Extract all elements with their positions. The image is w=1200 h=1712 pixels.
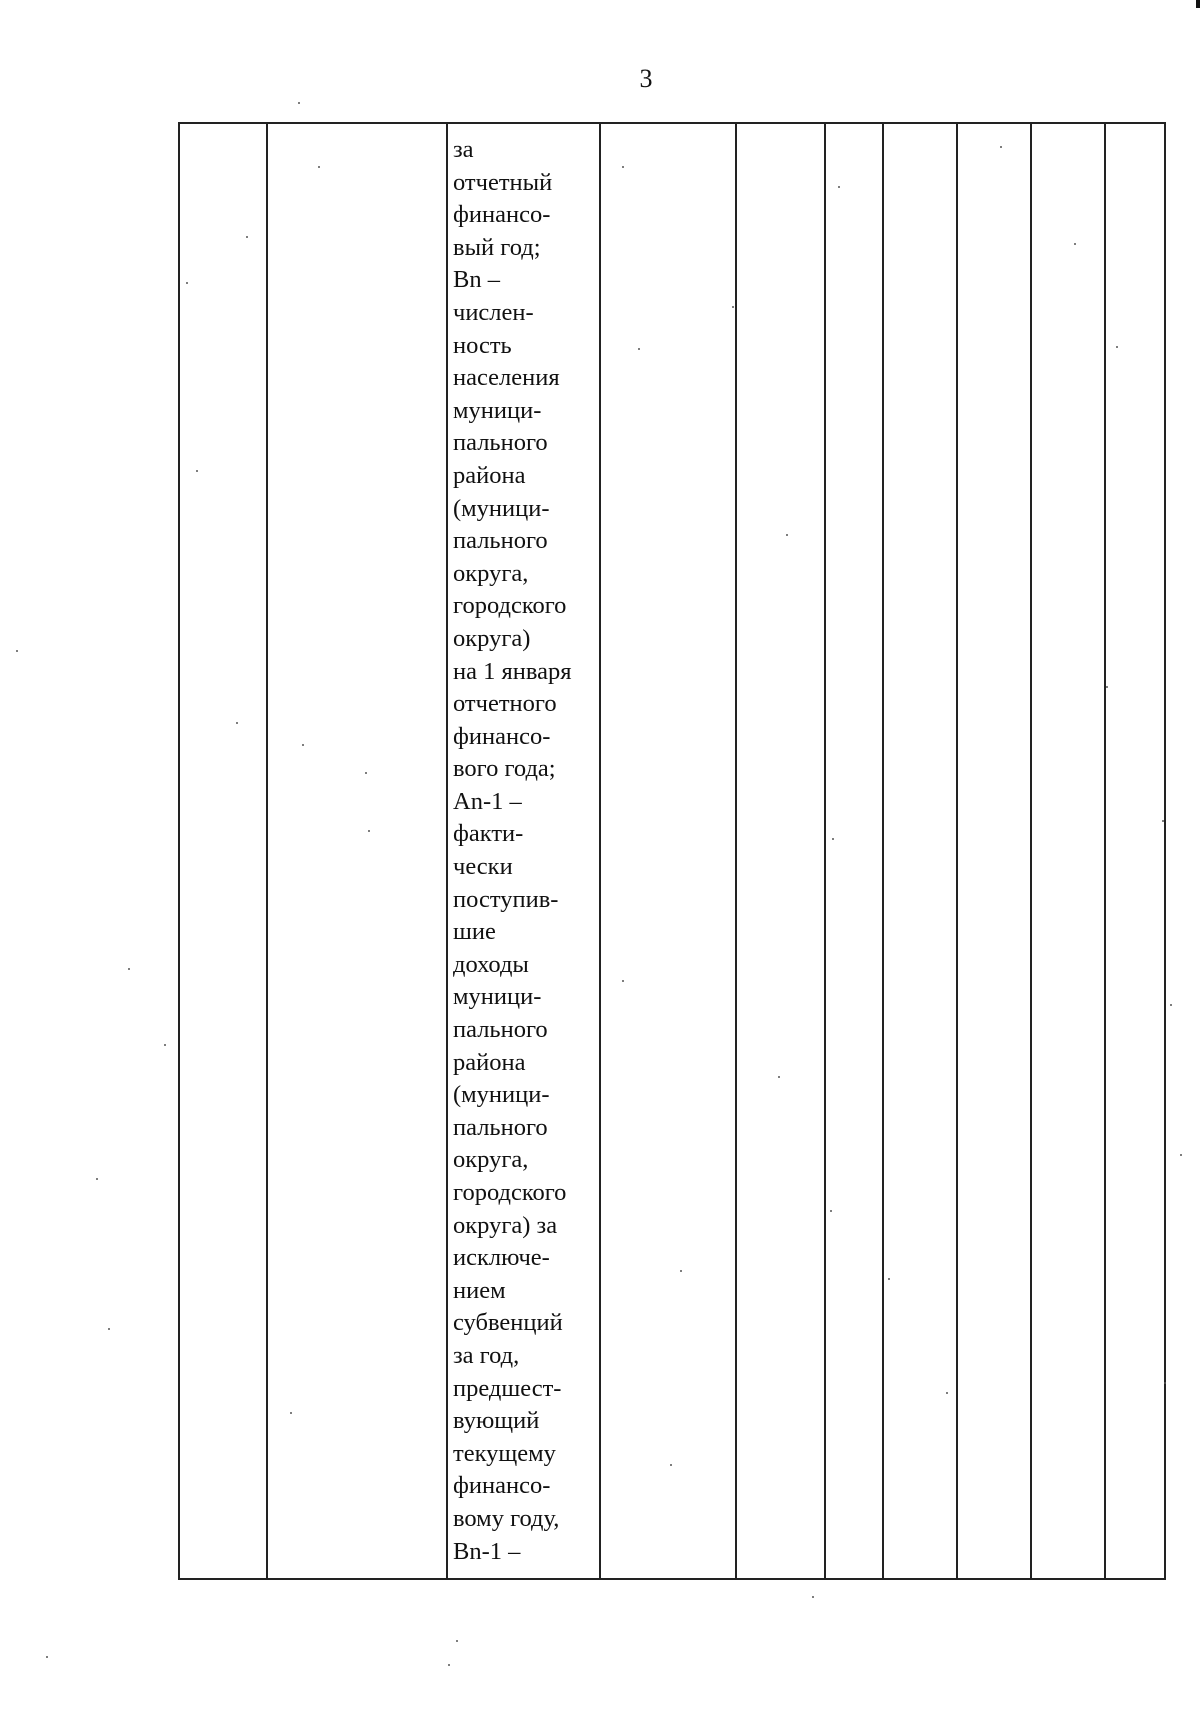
- scan-speck: [456, 1640, 458, 1642]
- table-cell-formula-description: [447, 123, 600, 1579]
- table-cell-6: [825, 123, 883, 1579]
- scan-speck: [622, 166, 624, 168]
- scan-speck: [318, 166, 320, 168]
- scan-speck: [838, 186, 840, 188]
- table-cell-9: [1031, 123, 1105, 1579]
- table-cell-4: [600, 123, 736, 1579]
- scan-speck: [1180, 1154, 1182, 1156]
- scan-speck: [298, 102, 300, 104]
- scan-speck: [670, 1464, 672, 1466]
- scan-speck: [786, 534, 788, 536]
- scan-speck: [302, 744, 304, 746]
- scan-speck: [638, 348, 640, 350]
- scan-speck: [196, 470, 198, 472]
- scan-speck: [1074, 243, 1076, 245]
- scan-speck: [830, 1210, 832, 1212]
- scan-edge-mark: [1196, 0, 1200, 8]
- scan-speck: [946, 1392, 948, 1394]
- scan-speck: [812, 1596, 814, 1598]
- table-cell-2: [267, 123, 447, 1579]
- scan-speck: [1000, 146, 1002, 148]
- scan-speck: [236, 722, 238, 724]
- scan-speck: [1106, 686, 1108, 688]
- continuation-table: [178, 122, 1166, 1580]
- scan-speck: [246, 236, 248, 238]
- scan-speck: [1164, 1382, 1166, 1384]
- scan-speck: [680, 1270, 682, 1272]
- scan-speck: [365, 772, 367, 774]
- scan-speck: [96, 1178, 98, 1180]
- scan-speck: [732, 306, 734, 308]
- scan-speck: [128, 968, 130, 970]
- table-cell-7: [883, 123, 957, 1579]
- scan-speck: [290, 1412, 292, 1414]
- scan-speck: [164, 1044, 166, 1046]
- scan-speck: [888, 1278, 890, 1280]
- page-number: 3: [639, 64, 653, 93]
- table-cell-5: [736, 123, 825, 1579]
- scan-speck: [448, 1664, 450, 1666]
- scan-speck: [622, 980, 624, 982]
- scan-speck: [1170, 1004, 1172, 1006]
- scan-speck: [1162, 820, 1164, 822]
- scan-speck: [46, 1656, 48, 1658]
- scan-speck: [832, 838, 834, 840]
- scan-speck: [108, 1328, 110, 1330]
- formula-description-text: за отчетный финансо- вый год; Bn – числен- ность населения муници- пального района (муници- пального округа, городского округа) на 1 января отчетного финансо- вого года; An-1 – факти- чески поступив- шие доходы муници- пального района (муници- пального округа, городского округа) за исключе- нием субвенций за год, предшест- вующий текущему финансо- вому году, Bn-1 –: [453, 136, 572, 1565]
- scan-speck: [16, 650, 18, 652]
- table-cell-10: [1105, 123, 1165, 1579]
- table-row: [179, 123, 1165, 1579]
- scan-speck: [368, 830, 370, 832]
- scan-speck: [186, 282, 188, 284]
- scan-speck: [778, 1076, 780, 1078]
- table-cell-1: [179, 123, 267, 1579]
- table-cell-8: [957, 123, 1031, 1579]
- scan-speck: [1116, 346, 1118, 348]
